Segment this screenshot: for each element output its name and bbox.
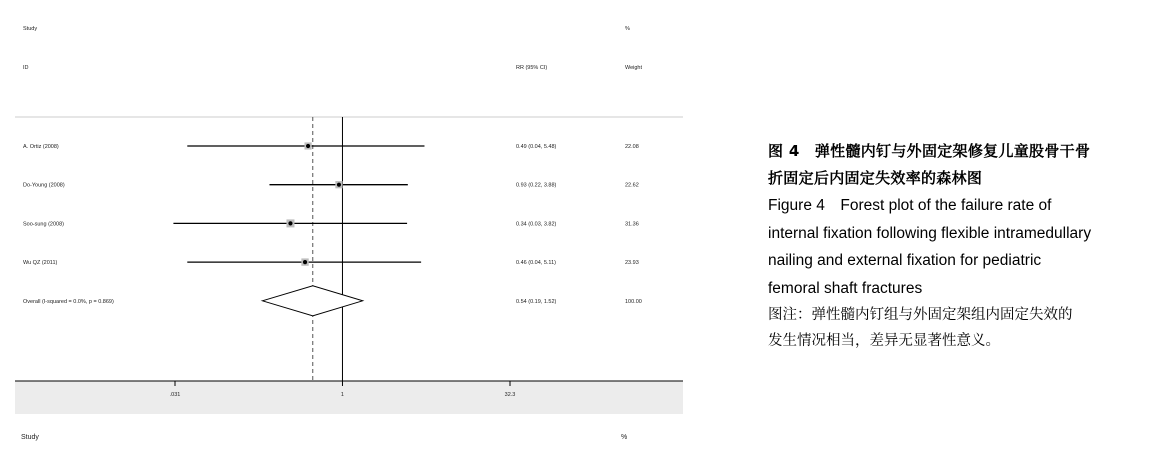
study-label: Do-Young (2008) [23,182,65,189]
overall-label: Overall (I-squared = 0.0%, p = 0.869) [23,298,114,305]
caption-note-line2: 发生情况相当，差异无显著性意义。 [768,333,1000,349]
caption-en-title-line4: femoral shaft fractures [768,279,923,297]
study-ci-text: 0.93 (0.22, 3.88) [516,182,557,189]
study-point [337,183,341,187]
figure-caption [768,138,1168,354]
footer-percent: % [621,434,628,441]
study-ci-text: 0.49 (0.04, 5.48) [516,144,557,150]
header-rr: RR (95% CI) [516,65,548,71]
study-label: A. Ortiz (2008) [23,144,59,150]
study-ci-text: 0.34 (0.03, 3.82) [516,221,557,228]
study-point [303,260,307,264]
x-tick-label: 1 [340,392,344,398]
overall-weight-text: 100.00 [625,298,642,305]
caption-en-title-line1: Figure 4 Forest plot of the failure rate of [768,197,1052,214]
header-percent: % [625,26,630,32]
study-weight-text: 22.08 [625,144,639,150]
caption-cn-title-line1: 图 4 弹性髓内钉与外固定架修复儿童股骨干骨 [768,142,1091,160]
x-tick-label: 32.3 [504,392,516,398]
overall-diamond [262,286,362,316]
header-id: ID [23,65,29,71]
study-label: Wu QZ (2011) [23,260,58,267]
overall-ci-text: 0.54 (0.19, 1.52) [516,298,557,305]
study-point [306,144,310,148]
study-label: Soo-sung (2008) [23,221,64,228]
study-point [288,221,292,225]
axis-band [15,381,683,414]
caption-en-title-line3: nailing and external fixation for pediatric [768,252,1042,269]
caption-note-line1: 图注：弹性髓内钉组与外固定架组内固定失效的 [768,307,1073,323]
header-weight: Weight [625,65,643,71]
study-weight-text: 23.93 [625,260,639,267]
study-weight-text: 31.36 [625,221,639,228]
caption-en-title-line2: internal fixation following flexible intramedullary [768,224,1092,242]
x-tick-label: .031 [169,392,181,398]
caption-cn-title-line2: 折固定后内固定失效率的森林图 [768,169,983,187]
study-ci-text: 0.46 (0.04, 5.11) [516,260,556,267]
marks-layer [23,117,642,398]
header-study: Study [23,26,38,32]
study-weight-text: 22.62 [625,182,639,189]
footer-study: Study [21,434,39,441]
